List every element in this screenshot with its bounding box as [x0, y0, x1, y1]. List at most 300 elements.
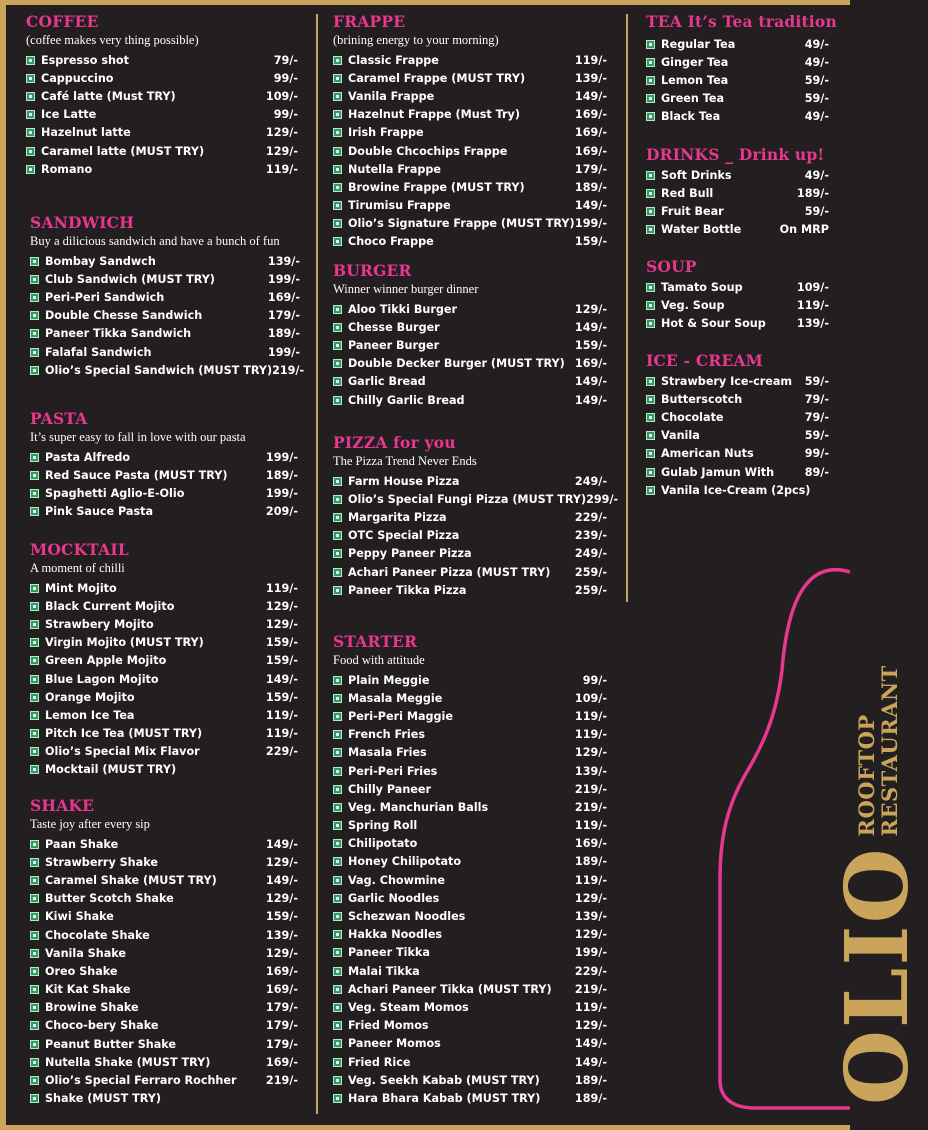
- section-subtitle: (brining energy to your morning): [333, 33, 499, 47]
- item-name: French Fries: [348, 728, 426, 742]
- item-price: 119/-: [265, 162, 298, 176]
- veg-mark-icon: [30, 747, 39, 756]
- item-price: 179/-: [265, 1001, 298, 1015]
- item-price: 169/-: [574, 144, 607, 158]
- veg-mark-icon: [30, 293, 39, 302]
- item-name: Hazelnut latte: [41, 126, 131, 140]
- veg-mark-icon: [646, 301, 655, 310]
- menu-item: [333, 962, 607, 980]
- veg-mark-icon: [30, 1076, 39, 1085]
- item-name: Espresso shot: [41, 53, 129, 67]
- veg-mark-icon: [26, 56, 35, 65]
- menu-item: [646, 481, 829, 499]
- item-price: 119/-: [574, 819, 607, 833]
- item-price: 169/-: [574, 837, 607, 851]
- veg-mark-icon: [30, 1094, 39, 1103]
- item-name: Paneer Tikka Sandwich: [45, 327, 192, 341]
- item-name: Paneer Momos: [348, 1037, 441, 1051]
- veg-mark-icon: [333, 1003, 342, 1012]
- item-list: [646, 372, 829, 499]
- menu-item: [333, 907, 607, 925]
- item-price: 139/-: [574, 764, 607, 778]
- veg-mark-icon: [30, 675, 39, 684]
- item-price: 99/-: [273, 71, 298, 85]
- item-name: Vanila: [661, 429, 700, 443]
- item-name: Choco Frappe: [348, 235, 434, 249]
- item-price: 209/-: [265, 505, 298, 519]
- item-price: 129/-: [574, 928, 607, 942]
- veg-mark-icon: [333, 147, 342, 156]
- veg-mark-icon: [30, 967, 39, 976]
- veg-mark-icon: [333, 341, 342, 350]
- veg-mark-icon: [333, 803, 342, 812]
- item-name: Virgin Mojito (MUST TRY): [45, 636, 204, 650]
- item-name: Oreo Shake: [45, 964, 118, 978]
- menu-item: [333, 160, 607, 178]
- item-price: 129/-: [265, 855, 298, 869]
- item-price: 149/-: [265, 837, 298, 851]
- item-price: 139/-: [796, 316, 829, 330]
- menu-item: [646, 166, 829, 184]
- veg-mark-icon: [333, 894, 342, 903]
- item-price: 129/-: [265, 946, 298, 960]
- item-name: Honey Chilipotato: [348, 855, 462, 869]
- item-name: Olio’s Signature Frappe (MUST TRY): [348, 217, 575, 231]
- veg-mark-icon: [30, 638, 39, 647]
- veg-mark-icon: [646, 283, 655, 292]
- item-price: 259/-: [574, 565, 607, 579]
- item-name: Peri-Peri Sandwich: [45, 290, 165, 304]
- veg-mark-icon: [26, 165, 35, 174]
- veg-mark-icon: [30, 602, 39, 611]
- item-price: 129/-: [265, 126, 298, 140]
- veg-mark-icon: [30, 584, 39, 593]
- section-title: PIZZA for you: [333, 433, 456, 452]
- item-price: 129/-: [265, 599, 298, 613]
- veg-mark-icon: [333, 730, 342, 739]
- menu-item: [30, 670, 298, 688]
- menu-item: [646, 427, 829, 445]
- menu-item: [26, 160, 298, 178]
- menu-item: [30, 484, 298, 502]
- veg-mark-icon: [30, 489, 39, 498]
- item-list: [646, 35, 829, 126]
- veg-mark-icon: [333, 1021, 342, 1030]
- menu-item: [30, 890, 298, 908]
- item-price: 179/-: [574, 162, 607, 176]
- veg-mark-icon: [646, 40, 655, 49]
- item-name: Strawbery Ice-cream: [661, 374, 793, 388]
- item-price: 149/-: [265, 672, 298, 686]
- item-price: 139/-: [574, 910, 607, 924]
- veg-mark-icon: [30, 311, 39, 320]
- veg-mark-icon: [30, 620, 39, 629]
- menu-item: [333, 1089, 607, 1107]
- section-drinks: [646, 146, 829, 239]
- item-name: Tamato Soup: [661, 280, 743, 294]
- item-name: Spaghetti Aglio-E-Olio: [45, 486, 185, 500]
- item-name: Fried Rice: [348, 1055, 411, 1069]
- column-divider-2: [626, 14, 628, 602]
- item-price: 119/-: [574, 709, 607, 723]
- menu-item: [30, 1017, 298, 1035]
- item-name: Hazelnut Frappe (Must Try): [348, 108, 520, 122]
- menu-item: [333, 726, 607, 744]
- item-name: American Nuts: [661, 447, 754, 461]
- menu-item: [333, 69, 607, 87]
- item-price: 189/-: [574, 180, 607, 194]
- menu-item: [333, 142, 607, 160]
- section-pizza: [333, 433, 619, 599]
- veg-mark-icon: [333, 237, 342, 246]
- item-name: Browine Frappe (MUST TRY): [348, 180, 525, 194]
- menu-item: [646, 184, 829, 202]
- veg-mark-icon: [333, 967, 342, 976]
- veg-mark-icon: [26, 74, 35, 83]
- item-name: Veg. Manchurian Balls: [348, 800, 489, 814]
- item-price: 169/-: [265, 1055, 298, 1069]
- section-shake: [30, 797, 298, 1108]
- item-price: 189/-: [574, 1073, 607, 1087]
- item-price: 79/-: [804, 410, 829, 424]
- veg-mark-icon: [30, 1058, 39, 1067]
- item-name: Chocolate Shake: [45, 928, 150, 942]
- section-subtitle: A moment of chilli: [30, 561, 125, 575]
- item-price: 169/-: [574, 126, 607, 140]
- item-price: 159/-: [265, 636, 298, 650]
- item-name: Olio’s Special Ferraro Rochher: [45, 1074, 237, 1088]
- item-price: 49/-: [804, 110, 829, 124]
- veg-mark-icon: [333, 201, 342, 210]
- menu-item: [646, 390, 829, 408]
- item-list: [26, 51, 298, 178]
- item-price: 219/-: [574, 982, 607, 996]
- veg-mark-icon: [333, 305, 342, 314]
- item-price: 169/-: [265, 964, 298, 978]
- veg-mark-icon: [333, 128, 342, 137]
- item-name: Schezwan Noodles: [348, 910, 466, 924]
- item-name: OTC Special Pizza: [348, 529, 460, 543]
- section-subtitle: Taste joy after every sip: [30, 817, 150, 831]
- brand-logo: [827, 665, 928, 1105]
- item-name: Soft Drinks: [661, 168, 732, 182]
- veg-mark-icon: [333, 1094, 342, 1103]
- item-price: 229/-: [574, 510, 607, 524]
- item-name: Peri-Peri Fries: [348, 764, 438, 778]
- item-name: Vanila Ice-Cream (2pcs): [661, 483, 811, 497]
- menu-item: [30, 688, 298, 706]
- item-name: Olio’s Special Sandwich (MUST TRY): [45, 363, 273, 377]
- menu-item: [333, 508, 607, 526]
- veg-mark-icon: [333, 549, 342, 558]
- section-title: ICE - CREAM: [646, 351, 764, 370]
- section-title: SHAKE: [30, 796, 95, 815]
- frame-bottom-border: [0, 1125, 850, 1130]
- item-price: 159/-: [574, 338, 607, 352]
- item-name: Classic Frappe: [348, 53, 439, 67]
- section-title: DRINKS _ Drink up!: [646, 145, 825, 164]
- item-name: Red Bull: [661, 186, 714, 200]
- section-subtitle: (coffee makes very thing possible): [26, 33, 199, 47]
- item-price: 219/-: [272, 363, 305, 377]
- item-name: Tirumisu Frappe: [348, 199, 451, 213]
- menu-item: [646, 278, 829, 296]
- item-price: 189/-: [265, 468, 298, 482]
- item-name: Black Tea: [661, 110, 721, 124]
- item-name: Peppy Paneer Pizza: [348, 547, 472, 561]
- item-price: 159/-: [265, 654, 298, 668]
- veg-mark-icon: [30, 1040, 39, 1049]
- section-subtitle: Buy a dilicious sandwich and have a bunch of fun: [30, 234, 280, 248]
- item-name: Double Decker Burger (MUST TRY): [348, 357, 565, 371]
- veg-mark-icon: [30, 858, 39, 867]
- item-name: Caramel Shake (MUST TRY): [45, 873, 217, 887]
- item-price: 49/-: [804, 168, 829, 182]
- menu-item: [333, 944, 607, 962]
- section-title: SOUP: [646, 257, 697, 276]
- section-mocktail: [30, 541, 298, 779]
- menu-item: [333, 318, 607, 336]
- veg-mark-icon: [333, 694, 342, 703]
- item-price: 169/-: [574, 357, 607, 371]
- menu-item: [333, 707, 607, 725]
- veg-mark-icon: [646, 319, 655, 328]
- item-price: 169/-: [574, 108, 607, 122]
- item-name: Chesse Burger: [348, 320, 440, 334]
- menu-item: [333, 563, 607, 581]
- menu-item: [333, 817, 607, 835]
- section-pasta: [30, 410, 298, 521]
- veg-mark-icon: [30, 949, 39, 958]
- menu-item: [333, 545, 607, 563]
- item-name: Strawberry Shake: [45, 855, 158, 869]
- item-price: 179/-: [267, 309, 300, 323]
- menu-item: [333, 871, 607, 889]
- veg-mark-icon: [30, 765, 39, 774]
- item-price: 189/-: [267, 327, 300, 341]
- item-list: [333, 300, 607, 409]
- menu-item: [30, 597, 298, 615]
- section-title: STARTER: [333, 632, 418, 651]
- item-name: Romano: [41, 162, 93, 176]
- veg-mark-icon: [30, 257, 39, 266]
- item-price: 159/-: [265, 690, 298, 704]
- item-name: Shake (MUST TRY): [45, 1092, 161, 1106]
- item-name: Achari Paneer Pizza (MUST TRY): [348, 565, 551, 579]
- veg-mark-icon: [26, 128, 35, 137]
- item-name: Water Bottle: [661, 223, 742, 237]
- item-price: 59/-: [804, 429, 829, 443]
- veg-mark-icon: [333, 821, 342, 830]
- item-price: 149/-: [574, 375, 607, 389]
- item-list: [333, 671, 607, 1108]
- menu-item: [30, 853, 298, 871]
- veg-mark-icon: [30, 275, 39, 284]
- veg-mark-icon: [333, 495, 342, 504]
- menu-item: [30, 466, 298, 484]
- menu-item: [333, 1017, 607, 1035]
- menu-item: [333, 835, 607, 853]
- veg-mark-icon: [333, 56, 342, 65]
- section-subtitle: It’s super easy to fall in love with our pasta: [30, 430, 246, 444]
- item-name: Mint Mojito: [45, 581, 117, 595]
- item-name: Vag. Chowmine: [348, 873, 445, 887]
- menu-item: [30, 503, 298, 521]
- item-price: 219/-: [574, 800, 607, 814]
- item-name: Garlic Bread: [348, 375, 426, 389]
- menu-item: [333, 87, 607, 105]
- menu-item: [30, 981, 298, 999]
- menu-item: [646, 314, 829, 332]
- item-name: Kiwi Shake: [45, 910, 114, 924]
- item-name: Olio’s Special Mix Flavor: [45, 745, 200, 759]
- item-name: Hakka Noodles: [348, 928, 443, 942]
- item-name: Peanut Butter Shake: [45, 1037, 176, 1051]
- veg-mark-icon: [646, 225, 655, 234]
- menu-item: [30, 1071, 298, 1089]
- section-title: PASTA: [30, 409, 88, 428]
- veg-mark-icon: [646, 395, 655, 404]
- item-price: 149/-: [574, 320, 607, 334]
- item-price: 149/-: [265, 873, 298, 887]
- item-price: 119/-: [574, 728, 607, 742]
- veg-mark-icon: [333, 1039, 342, 1048]
- veg-mark-icon: [333, 586, 342, 595]
- item-name: Mocktail (MUST TRY): [45, 763, 177, 777]
- item-name: Blue Lagon Mojito: [45, 672, 159, 686]
- menu-item: [30, 343, 300, 361]
- item-price: 129/-: [574, 746, 607, 760]
- item-price: 129/-: [265, 144, 298, 158]
- menu-item: [30, 835, 298, 853]
- veg-mark-icon: [333, 930, 342, 939]
- veg-mark-icon: [30, 894, 39, 903]
- menu-item: [26, 69, 298, 87]
- item-name: Bombay Sandwch: [45, 254, 156, 268]
- item-price: 119/-: [265, 581, 298, 595]
- menu-item: [30, 999, 298, 1017]
- item-price: 129/-: [265, 617, 298, 631]
- menu-item: [333, 391, 607, 409]
- item-name: Fruit Bear: [661, 204, 724, 218]
- veg-mark-icon: [646, 431, 655, 440]
- item-name: Nutella Shake (MUST TRY): [45, 1055, 211, 1069]
- veg-mark-icon: [30, 711, 39, 720]
- item-price: 259/-: [574, 583, 607, 597]
- menu-item: [333, 300, 607, 318]
- item-name: Gulab Jamun With: [661, 465, 775, 479]
- item-name: Pasta Alfredo: [45, 450, 131, 464]
- veg-mark-icon: [333, 396, 342, 405]
- menu-item: [333, 762, 607, 780]
- veg-mark-icon: [333, 676, 342, 685]
- item-price: 49/-: [804, 55, 829, 69]
- section-title: COFFEE: [26, 12, 99, 31]
- menu-item: [333, 336, 607, 354]
- menu-item: [333, 980, 607, 998]
- section-frappe: [333, 13, 607, 251]
- menu-item: [333, 51, 607, 69]
- item-price: 219/-: [265, 1074, 298, 1088]
- veg-mark-icon: [30, 729, 39, 738]
- menu-item: [333, 926, 607, 944]
- menu-item: [646, 463, 829, 481]
- menu-item: [26, 142, 298, 160]
- item-price: 139/-: [265, 928, 298, 942]
- item-price: 99/-: [273, 108, 298, 122]
- item-price: 219/-: [574, 782, 607, 796]
- veg-mark-icon: [646, 76, 655, 85]
- section-title: MOCKTAIL: [30, 540, 129, 559]
- item-list: [30, 252, 305, 379]
- item-price: 109/-: [265, 89, 298, 103]
- item-name: Peri-Peri Maggie: [348, 709, 453, 723]
- menu-item: [333, 472, 607, 490]
- menu-item: [26, 124, 298, 142]
- item-name: Orange Mojito: [45, 690, 135, 704]
- menu-item: [333, 889, 607, 907]
- section-tea: [646, 12, 837, 126]
- menu-item: [30, 579, 298, 597]
- menu-item: [30, 926, 298, 944]
- item-price: 169/-: [265, 983, 298, 997]
- item-price: 189/-: [796, 186, 829, 200]
- menu-item: [333, 853, 607, 871]
- veg-mark-icon: [333, 876, 342, 885]
- item-name: Plain Meggie: [348, 673, 430, 687]
- menu-item: [333, 689, 607, 707]
- veg-mark-icon: [646, 413, 655, 422]
- item-name: Double Chcochips Frappe: [348, 144, 508, 158]
- item-name: Green Tea: [661, 92, 725, 106]
- menu-item: [30, 615, 298, 633]
- section-soup: [646, 258, 829, 333]
- veg-mark-icon: [646, 486, 655, 495]
- menu-item: [333, 744, 607, 762]
- veg-mark-icon: [30, 453, 39, 462]
- item-name: Hot & Sour Soup: [661, 316, 766, 330]
- veg-mark-icon: [30, 348, 39, 357]
- section-burger: [333, 262, 607, 409]
- item-price: 99/-: [804, 447, 829, 461]
- item-name: Paneer Tikka Pizza: [348, 583, 467, 597]
- item-price: 119/-: [574, 1000, 607, 1014]
- column-divider-1: [316, 14, 318, 1114]
- item-price: On MRP: [779, 223, 829, 237]
- item-price: 119/-: [265, 727, 298, 741]
- item-price: 199/-: [267, 345, 300, 359]
- item-list: [30, 448, 298, 521]
- menu-item: [26, 51, 298, 69]
- menu-item: [333, 671, 607, 689]
- item-name: Malai Tikka: [348, 964, 420, 978]
- menu-item: [30, 288, 300, 306]
- item-name: Green Apple Mojito: [45, 654, 167, 668]
- menu-item: [30, 361, 305, 379]
- item-name: Chilipotato: [348, 837, 418, 851]
- menu-item: [30, 743, 298, 761]
- menu-item: [30, 1090, 298, 1108]
- item-name: Paan Shake: [45, 837, 119, 851]
- menu-item: [30, 448, 298, 466]
- menu-item: [646, 445, 829, 463]
- item-name: Vanila Shake: [45, 946, 126, 960]
- veg-mark-icon: [646, 449, 655, 458]
- menu-item: [26, 87, 298, 105]
- item-name: Falafal Sandwich: [45, 345, 152, 359]
- menu-item: [333, 373, 607, 391]
- item-name: Veg. Soup: [661, 298, 725, 312]
